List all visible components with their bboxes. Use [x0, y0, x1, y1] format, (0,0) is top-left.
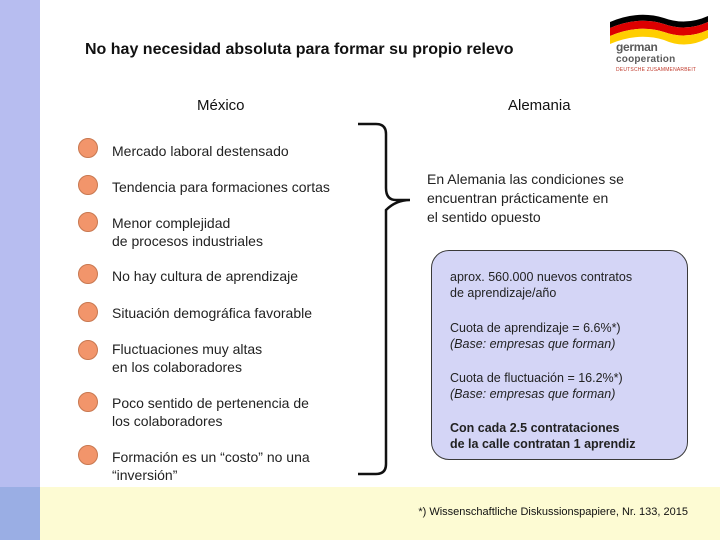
bullet-dot — [78, 212, 98, 232]
germany-facts-callout — [431, 250, 688, 460]
bullet-dot — [78, 138, 98, 158]
mexico-item: Formación es un “costo” no una “inversión” — [112, 449, 310, 483]
grouping-bracket — [356, 118, 412, 480]
callout-contracts: aprox. 560.000 nuevos contratos de aprendizaje/año — [450, 270, 633, 300]
bullet-dot — [78, 445, 98, 465]
bullet-dot — [78, 392, 98, 412]
mexico-item: No hay cultura de aprendizaje — [112, 268, 299, 284]
mexico-item: Tendencia para formaciones cortas — [112, 179, 330, 195]
logo-text-german: german — [616, 40, 658, 54]
callout-apprenticeship-rate: Cuota de aprendizaje = 6.6%*) (Base: empresas que forman) — [450, 321, 621, 351]
mexico-item: Fluctuaciones muy altas en los colaboradores — [112, 341, 263, 375]
column-header-germany: Alemania — [508, 97, 571, 114]
mexico-item: Menor complejidad de procesos industriales — [112, 215, 263, 249]
mexico-item: Situación demográfica favorable — [112, 305, 313, 321]
slide-title: No hay necesidad absoluta para formar su propio relevo — [85, 41, 514, 58]
logo-text-cooperation: cooperation — [616, 54, 676, 65]
mexico-item: Poco sentido de pertenencia de los colaboradores — [112, 395, 309, 429]
mexico-item: Mercado laboral destensado — [112, 143, 289, 159]
callout-fluctuation-rate: Cuota de fluctuación = 16.2%*) (Base: empresas que forman) — [450, 371, 623, 401]
bullet-dot — [78, 264, 98, 284]
logo-text-deutsche: DEUTSCHE ZUSAMMENARBEIT — [616, 67, 697, 73]
source-footnote: *) Wissenschaftliche Diskussionspapiere, Nr. 133, 2015 — [418, 506, 688, 518]
bullet-dot — [78, 340, 98, 360]
left-accent-band — [0, 0, 40, 540]
bullet-dot — [78, 302, 98, 322]
left-accent-band-lower — [0, 487, 40, 540]
column-header-mexico: México — [197, 97, 245, 114]
germany-statement: En Alemania las condiciones se encuentran prácticamente en el sentido opuesto — [427, 171, 624, 225]
callout-hiring-ratio: Con cada 2.5 contrataciones de la calle contratan 1 aprendiz — [450, 421, 636, 451]
bullet-dot — [78, 175, 98, 195]
